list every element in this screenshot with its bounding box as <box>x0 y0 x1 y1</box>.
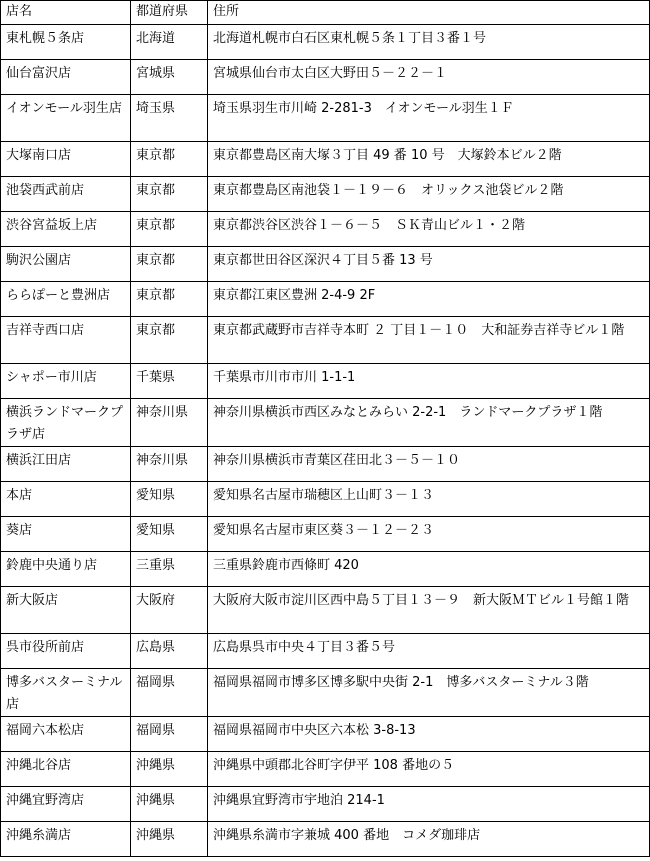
table-row <box>1 142 650 177</box>
store-name-cell: 葵店 <box>1 517 131 552</box>
table-row <box>1 634 650 669</box>
address-cell: 大阪府大阪市淀川区西中島５丁目１３－９ 新大阪ＭＴビル１号館１階 <box>208 587 650 634</box>
table-row <box>1 177 650 212</box>
table-row <box>1 482 650 517</box>
store-name-cell: シャポー市川店 <box>1 364 131 399</box>
address-cell: 埼玉県羽生市川崎 2-281-3 イオンモール羽生１Ｆ <box>208 95 650 142</box>
store-name-cell: 福岡六本松店 <box>1 717 131 752</box>
address-cell: 神奈川県横浜市西区みなとみらい 2-2-1 ランドマークプラザ１階 <box>208 399 650 447</box>
table-row <box>1 60 650 95</box>
address-cell: 北海道札幌市白石区東札幌５条１丁目３番１号 <box>208 25 650 60</box>
table-row <box>1 25 650 60</box>
prefecture-cell: 宮城県 <box>131 60 208 95</box>
store-name-cell: 博多バスターミナル店 <box>1 669 131 717</box>
prefecture-cell: 神奈川県 <box>131 399 208 447</box>
prefecture-cell: 東京都 <box>131 282 208 317</box>
table-row <box>1 517 650 552</box>
prefecture-cell: 埼玉県 <box>131 95 208 142</box>
store-name-cell: 本店 <box>1 482 131 517</box>
prefecture-cell: 東京都 <box>131 247 208 282</box>
table-row <box>1 282 650 317</box>
address-cell: 東京都渋谷区渋谷１－６－５ ＳＫ青山ビル１・２階 <box>208 212 650 247</box>
prefecture-cell: 沖縄県 <box>131 752 208 787</box>
prefecture-cell: 愛知県 <box>131 517 208 552</box>
address-cell: 福岡県福岡市中央区六本松 3-8-13 <box>208 717 650 752</box>
prefecture-cell: 東京都 <box>131 317 208 364</box>
table-row <box>1 717 650 752</box>
header-row <box>1 1 650 25</box>
address-cell: 千葉県市川市市川 1-1-1 <box>208 364 650 399</box>
store-name-cell: 池袋西武前店 <box>1 177 131 212</box>
address-cell: 愛知県名古屋市瑞穂区上山町３－１３ <box>208 482 650 517</box>
prefecture-cell: 沖縄県 <box>131 787 208 822</box>
prefecture-cell: 東京都 <box>131 212 208 247</box>
address-cell: 東京都江東区豊洲 2-4-9 2F <box>208 282 650 317</box>
prefecture-cell: 東京都 <box>131 177 208 212</box>
store-name-cell: 新大阪店 <box>1 587 131 634</box>
table-row <box>1 317 650 364</box>
table-row <box>1 752 650 787</box>
store-name-cell: 横浜江田店 <box>1 447 131 482</box>
prefecture-cell: 神奈川県 <box>131 447 208 482</box>
table-row <box>1 822 650 857</box>
store-name-cell: 東札幌５条店 <box>1 25 131 60</box>
header-address: 住所 <box>208 1 650 25</box>
table-row <box>1 787 650 822</box>
prefecture-cell: 福岡県 <box>131 717 208 752</box>
store-name-cell: 呉市役所前店 <box>1 634 131 669</box>
store-name-cell: 横浜ランドマークプラザ店 <box>1 399 131 447</box>
address-cell: 東京都豊島区南大塚３丁目 49 番 10 号 大塚鈴本ビル２階 <box>208 142 650 177</box>
address-cell: 沖縄県糸満市字兼城 400 番地 コメダ珈琲店 <box>208 822 650 857</box>
address-cell: 愛知県名古屋市東区葵３－１２－２３ <box>208 517 650 552</box>
table-row <box>1 364 650 399</box>
address-cell: 宮城県仙台市太白区大野田５－２２－１ <box>208 60 650 95</box>
table-row <box>1 247 650 282</box>
address-cell: 沖縄県中頭郡北谷町字伊平 108 番地の５ <box>208 752 650 787</box>
store-name-cell: 沖縄宜野湾店 <box>1 787 131 822</box>
prefecture-cell: 東京都 <box>131 142 208 177</box>
table-row <box>1 95 650 142</box>
address-cell: 東京都武蔵野市吉祥寺本町 ２ 丁目１－１０ 大和証券吉祥寺ビル１階 <box>208 317 650 364</box>
address-cell: 東京都世田谷区深沢４丁目５番 13 号 <box>208 247 650 282</box>
table-row <box>1 212 650 247</box>
store-name-cell: 鈴鹿中央通り店 <box>1 552 131 587</box>
prefecture-cell: 広島県 <box>131 634 208 669</box>
store-name-cell: 渋谷宮益坂上店 <box>1 212 131 247</box>
store-name-cell: 沖縄北谷店 <box>1 752 131 787</box>
store-name-cell: イオンモール羽生店 <box>1 95 131 142</box>
prefecture-cell: 沖縄県 <box>131 822 208 857</box>
store-name-cell: 仙台富沢店 <box>1 60 131 95</box>
store-name-cell: 沖縄糸満店 <box>1 822 131 857</box>
header-prefecture: 都道府県 <box>131 1 208 25</box>
address-cell: 三重県鈴鹿市西條町 420 <box>208 552 650 587</box>
address-cell: 沖縄県宜野湾市宇地泊 214-1 <box>208 787 650 822</box>
address-cell: 広島県呉市中央４丁目３番５号 <box>208 634 650 669</box>
header-store-name: 店名 <box>1 1 131 25</box>
store-name-cell: 駒沢公園店 <box>1 247 131 282</box>
prefecture-cell: 千葉県 <box>131 364 208 399</box>
table-row <box>1 669 650 717</box>
prefecture-cell: 三重県 <box>131 552 208 587</box>
store-name-cell: ららぽーと豊洲店 <box>1 282 131 317</box>
prefecture-cell: 北海道 <box>131 25 208 60</box>
address-cell: 東京都豊島区南池袋１－１９－６ オリックス池袋ビル２階 <box>208 177 650 212</box>
table-row <box>1 447 650 482</box>
table-row <box>1 552 650 587</box>
store-name-cell: 大塚南口店 <box>1 142 131 177</box>
prefecture-cell: 大阪府 <box>131 587 208 634</box>
address-cell: 福岡県福岡市博多区博多駅中央街 2-1 博多バスターミナル３階 <box>208 669 650 717</box>
address-cell: 神奈川県横浜市青葉区荏田北３－５－１０ <box>208 447 650 482</box>
prefecture-cell: 愛知県 <box>131 482 208 517</box>
prefecture-cell: 福岡県 <box>131 669 208 717</box>
table-row <box>1 587 650 634</box>
table-row <box>1 399 650 447</box>
store-name-cell: 吉祥寺西口店 <box>1 317 131 364</box>
